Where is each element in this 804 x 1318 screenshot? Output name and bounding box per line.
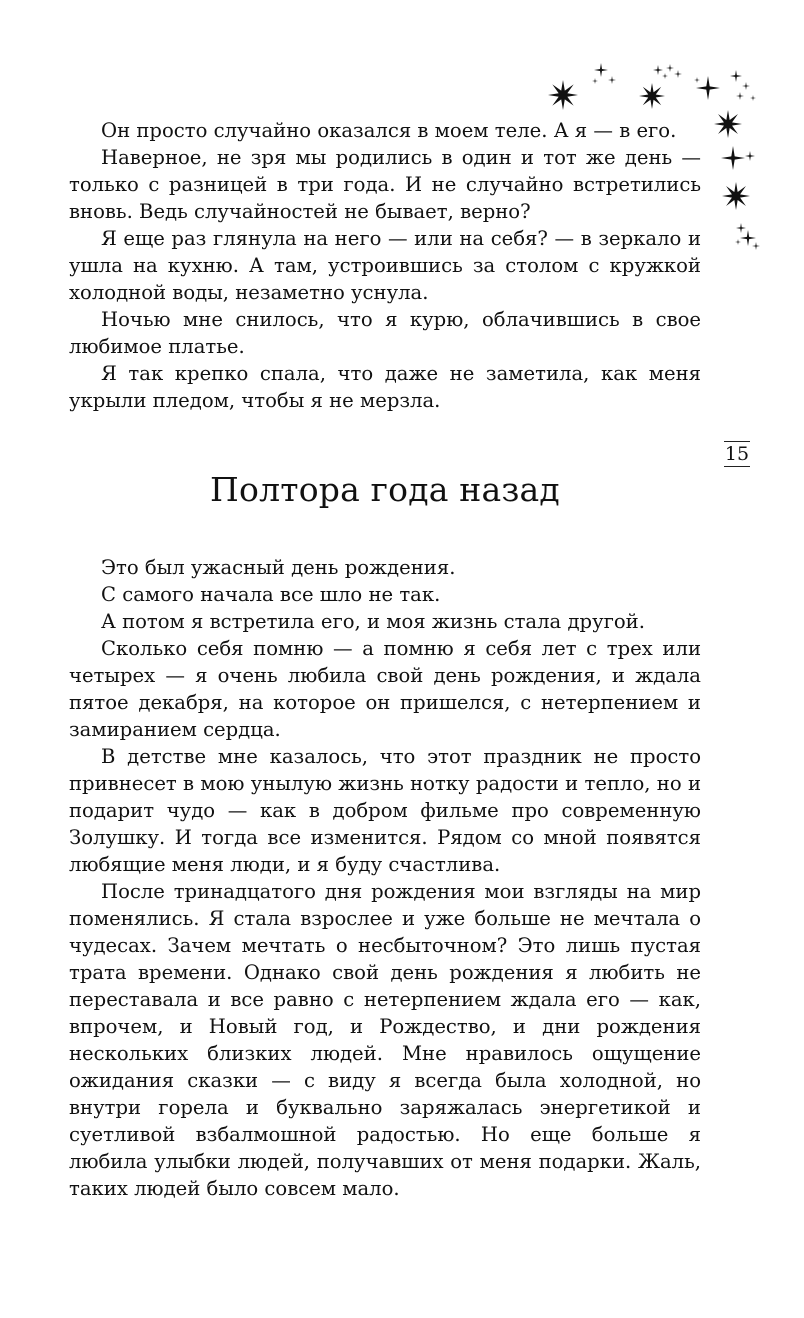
- chapter-body: [69, 554, 701, 1202]
- paragraph: Я так крепко спала, что даже не заметила, как меня укрыли пледом, чтобы я не мерзла.: [69, 362, 701, 412]
- paragraph: А потом я встретила его, и моя жизнь стала другой.: [101, 610, 645, 633]
- chapter-title: Полтора года назад: [210, 470, 560, 509]
- paragraph: Наверное, не зря мы родились в один и тот же день — только с разницей в три года. И не случайно встретились вновь. Ведь случайностей не бывает, верно?: [69, 146, 701, 223]
- paragraph: Он просто случайно оказался в моем теле. А я — в его.: [101, 119, 677, 142]
- top-text-block: [69, 117, 701, 414]
- paragraph: После тринадцатого дня рождения мои взгляды на мир поменялись. Я стала взрослее и уже больше не мечтала о чудесах. Зачем мечтать о несбыточном? Это лишь пустая трата времени. Однако свой день рождения я любить не переставала и все равно с нетерпением ждала его — как, впрочем, и Новый год, и Рождество, и дни рождения нескольких близких людей. Мне нравилось ощущение ожидания сказки — с виду я всегда была холодной, но внутри горела и буквально заряжалась энергетикой и суетливой взбалмошной радостью. Но еще больше я любила улыбки людей, получавших от меня подарки. Жаль, таких людей было совсем мало.: [69, 880, 701, 1200]
- paragraph: С самого начала все шло не так.: [101, 583, 441, 606]
- paragraph: В детстве мне казалось, что этот праздник не просто привнесет в мою унылую жизнь нотку радости и тепло, но и подарит чудо — как в добром фильме про современную Золушку. И тогда все изменится. Рядом со мной появятся любящие меня люди, и я буду счастлива.: [69, 745, 701, 876]
- paragraph: Я еще раз глянула на него — или на себя? — в зеркало и ушла на кухню. А там, устроившись за столом с кружкой холодной воды, незаметно уснула.: [69, 227, 701, 304]
- paragraph: Ночью мне снилось, что я курю, облачившись в свое любимое платье.: [69, 308, 701, 358]
- page-number: 15: [724, 443, 750, 465]
- paragraph: Сколько себя помню — а помню я себя лет с трех или четырех — я очень любила свой день рождения, и ждала пятое декабря, на которое он пришелся, с нетерпением и замиранием сердца.: [69, 637, 701, 741]
- paragraph: Это был ужасный день рождения.: [101, 556, 456, 579]
